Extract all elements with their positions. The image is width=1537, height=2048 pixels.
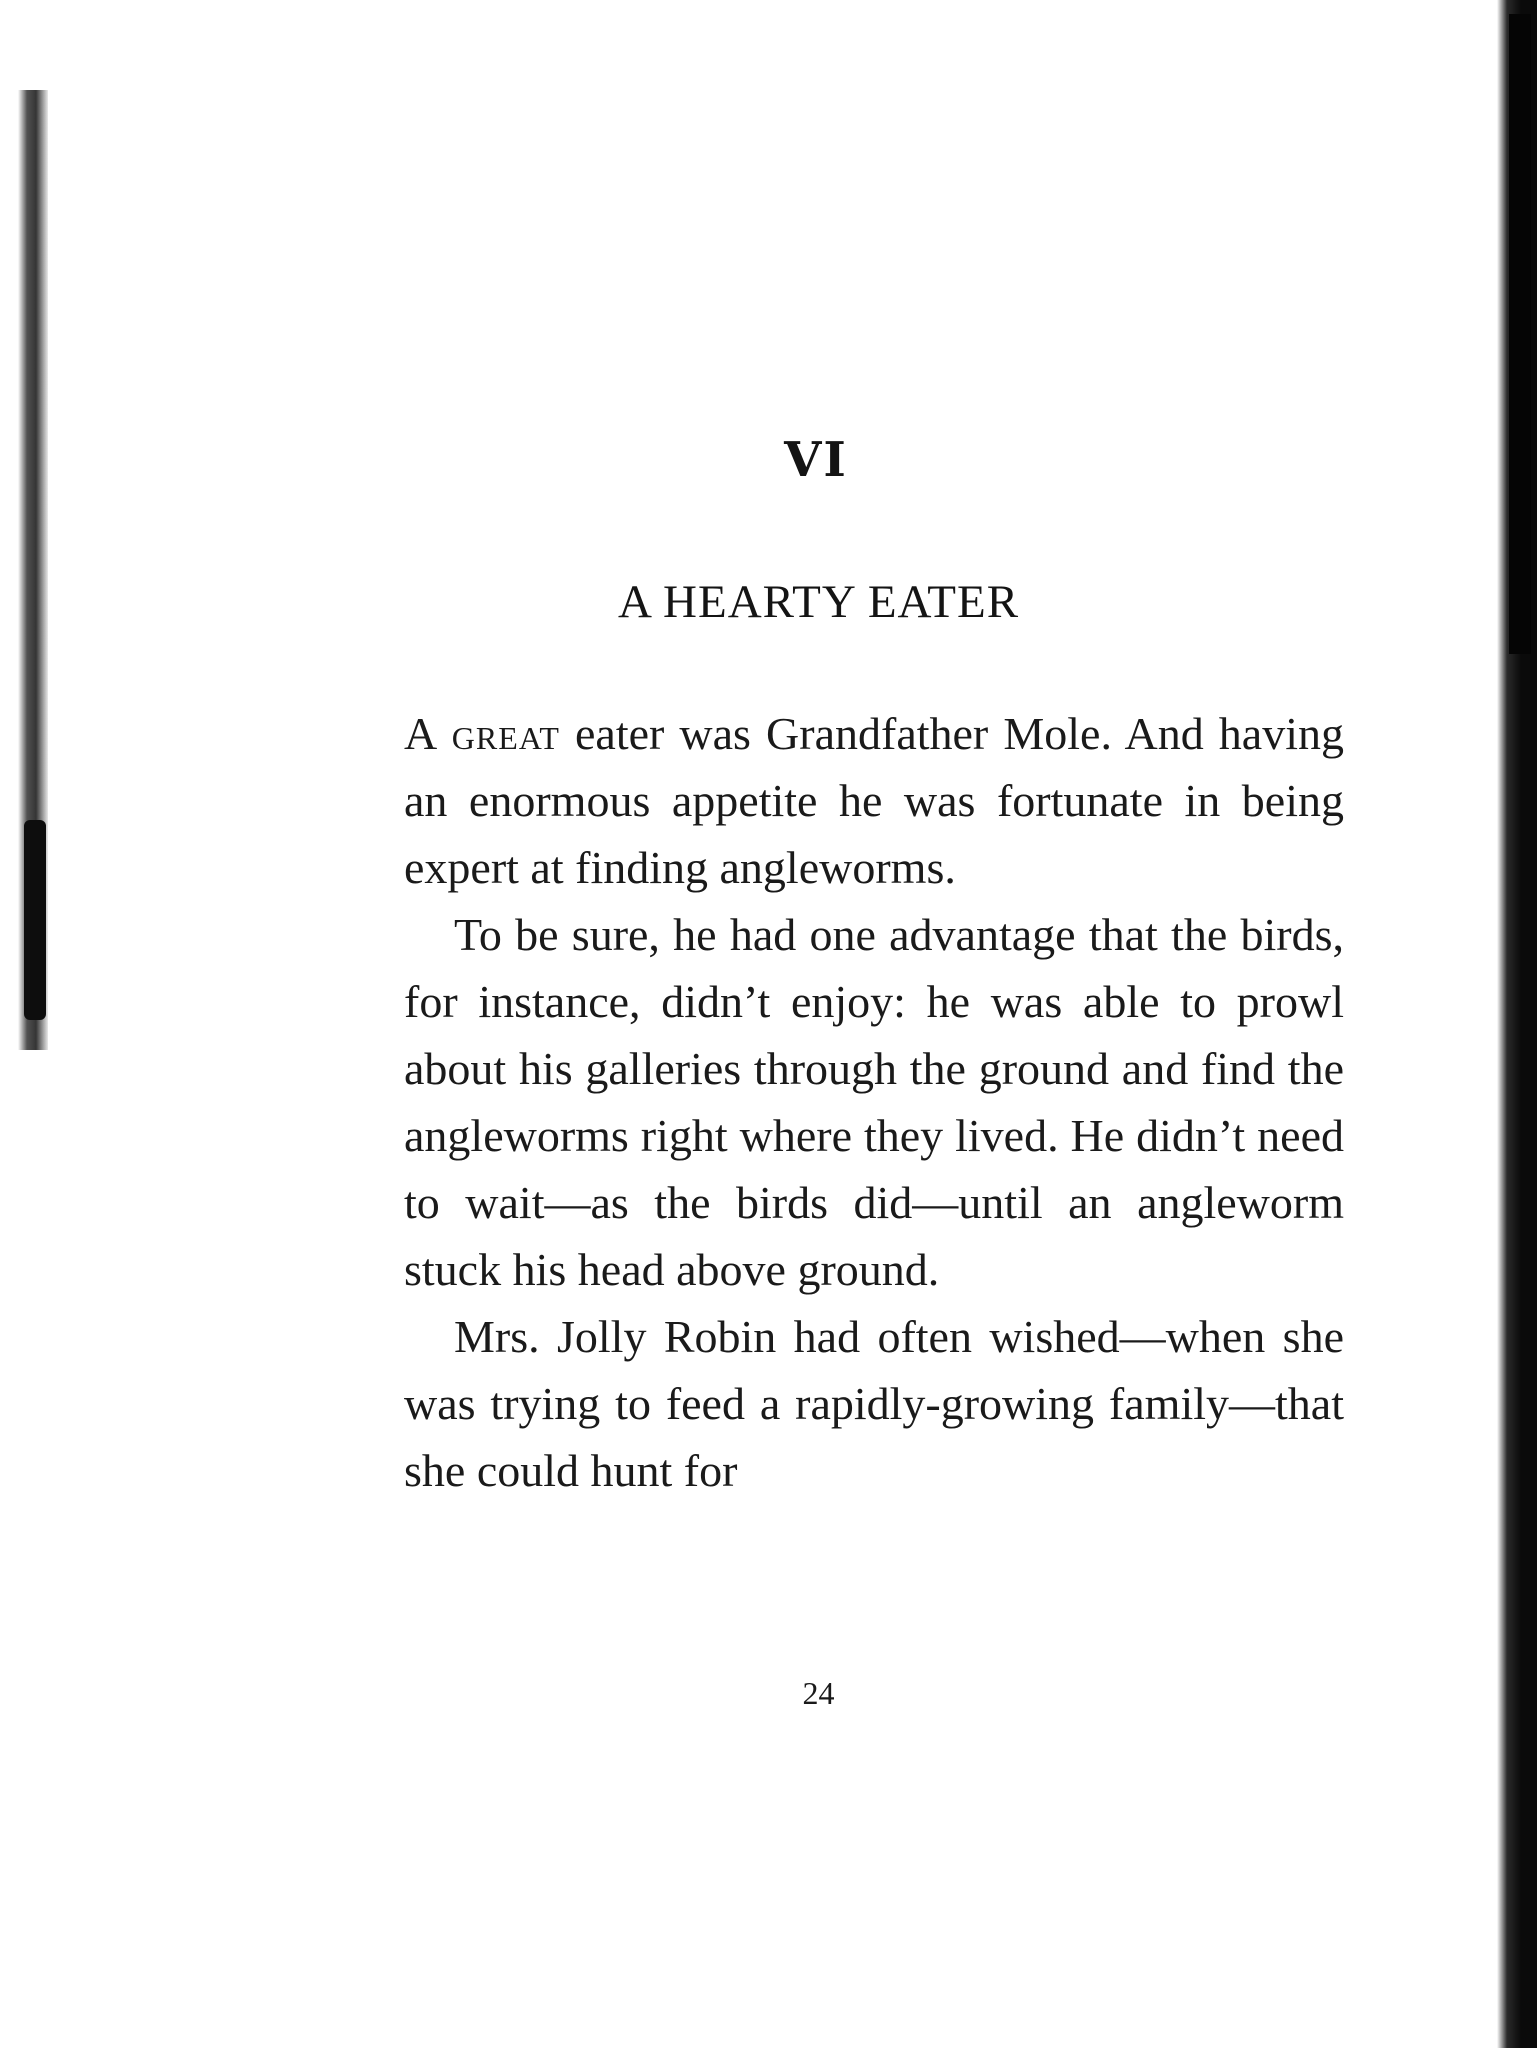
- paragraph-1-lead: A great: [404, 708, 560, 759]
- chapter-number: VI: [784, 432, 848, 488]
- paragraph-1: [404, 700, 1344, 901]
- scan-edge-mark-right: [1509, 14, 1531, 654]
- paragraph-3: Mrs. Jolly Robin had often wished—when she was trying to feed a rapidly-growing family—that she could hunt for: [404, 1311, 1344, 1496]
- scan-binding-mark-left: [24, 820, 46, 1020]
- paragraph-2: To be sure, he had one advantage that the birds, for instance, didn’t enjoy: he was able to prowl about his galleries through the ground and find the angleworms right where they lived. He didn’t need to wait—as the birds did—until an angleworm stuck his head above ground.: [404, 909, 1344, 1295]
- paragraph-1-text: eater was Grandfather Mole. And having an enormous appetite he was fortunate in being expert at finding angleworms.: [404, 708, 1344, 893]
- chapter-title: A HEARTY EATER: [617, 576, 1020, 628]
- body-text: [404, 700, 1344, 1504]
- page-number: 24: [802, 1675, 835, 1711]
